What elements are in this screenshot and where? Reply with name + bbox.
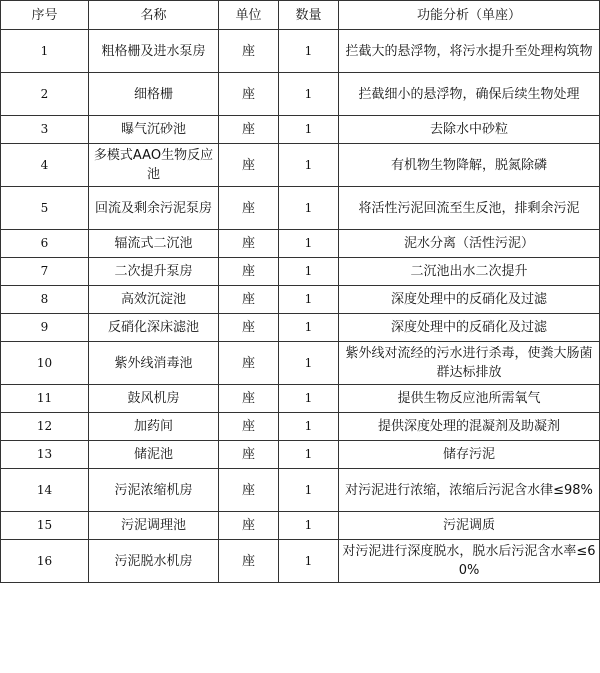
cell-quantity: 1 (279, 413, 339, 441)
cell-function: 紫外线对流经的污水进行杀毒，使粪大肠菌群达标排放 (339, 342, 600, 385)
cell-quantity: 1 (279, 286, 339, 314)
cell-quantity: 1 (279, 73, 339, 116)
cell-quantity: 1 (279, 385, 339, 413)
cell-index: 16 (1, 540, 89, 583)
table-row (1, 144, 600, 187)
cell-name: 污泥浓缩机房 (89, 469, 219, 512)
cell-quantity: 1 (279, 540, 339, 583)
table-row (1, 512, 600, 540)
table-row (1, 413, 600, 441)
cell-unit: 座 (219, 385, 279, 413)
cell-index: 12 (1, 413, 89, 441)
cell-function: 将活性污泥回流至生反池，排剩余污泥 (339, 187, 600, 230)
cell-quantity: 1 (279, 441, 339, 469)
cell-name: 污泥调理池 (89, 512, 219, 540)
cell-function: 对污泥进行浓缩，浓缩后污泥含水律≤98% (339, 469, 600, 512)
cell-function: 对污泥进行深度脱水，脱水后污泥含水率≤60% (339, 540, 600, 583)
cell-name: 粗格栅及进水泵房 (89, 30, 219, 73)
table-row (1, 258, 600, 286)
cell-index: 10 (1, 342, 89, 385)
header-index: 序号 (1, 1, 89, 30)
cell-name: 高效沉淀池 (89, 286, 219, 314)
cell-function: 泥水分离（活性污泥） (339, 230, 600, 258)
cell-unit: 座 (219, 144, 279, 187)
cell-name: 污泥脱水机房 (89, 540, 219, 583)
cell-index: 4 (1, 144, 89, 187)
cell-function: 储存污泥 (339, 441, 600, 469)
cell-function: 二沉池出水二次提升 (339, 258, 600, 286)
header-name: 名称 (89, 1, 219, 30)
cell-name: 二次提升泵房 (89, 258, 219, 286)
cell-unit: 座 (219, 540, 279, 583)
table-row (1, 342, 600, 385)
cell-quantity: 1 (279, 342, 339, 385)
cell-quantity: 1 (279, 469, 339, 512)
cell-name: 储泥池 (89, 441, 219, 469)
cell-index: 8 (1, 286, 89, 314)
cell-unit: 座 (219, 512, 279, 540)
cell-index: 15 (1, 512, 89, 540)
cell-function: 拦截细小的悬浮物，确保后续生物处理 (339, 73, 600, 116)
cell-index: 11 (1, 385, 89, 413)
header-row (1, 1, 600, 30)
cell-name: 反硝化深床滤池 (89, 314, 219, 342)
cell-function: 有机物生物降解，脱氮除磷 (339, 144, 600, 187)
cell-unit: 座 (219, 441, 279, 469)
cell-unit: 座 (219, 30, 279, 73)
cell-index: 6 (1, 230, 89, 258)
cell-index: 3 (1, 116, 89, 144)
table-row (1, 314, 600, 342)
table-row (1, 469, 600, 512)
cell-function: 污泥调质 (339, 512, 600, 540)
cell-quantity: 1 (279, 187, 339, 230)
table-row (1, 540, 600, 583)
cell-index: 5 (1, 187, 89, 230)
cell-quantity: 1 (279, 314, 339, 342)
cell-unit: 座 (219, 258, 279, 286)
cell-index: 14 (1, 469, 89, 512)
cell-unit: 座 (219, 116, 279, 144)
cell-name: 加药间 (89, 413, 219, 441)
cell-name: 曝气沉砂池 (89, 116, 219, 144)
cell-unit: 座 (219, 286, 279, 314)
cell-function: 拦截大的悬浮物，将污水提升至处理构筑物 (339, 30, 600, 73)
cell-index: 7 (1, 258, 89, 286)
cell-name: 鼓风机房 (89, 385, 219, 413)
cell-name: 细格栅 (89, 73, 219, 116)
cell-unit: 座 (219, 469, 279, 512)
cell-name: 紫外线消毒池 (89, 342, 219, 385)
table-row (1, 441, 600, 469)
cell-index: 1 (1, 30, 89, 73)
table-row (1, 30, 600, 73)
cell-function: 深度处理中的反硝化及过滤 (339, 286, 600, 314)
header-unit: 单位 (219, 1, 279, 30)
table-row (1, 230, 600, 258)
cell-unit: 座 (219, 314, 279, 342)
cell-quantity: 1 (279, 30, 339, 73)
table-row (1, 286, 600, 314)
cell-index: 9 (1, 314, 89, 342)
cell-quantity: 1 (279, 512, 339, 540)
cell-unit: 座 (219, 73, 279, 116)
cell-name: 多模式AAO生物反应池 (89, 144, 219, 187)
cell-quantity: 1 (279, 116, 339, 144)
cell-unit: 座 (219, 342, 279, 385)
header-function: 功能分析（单座） (339, 1, 600, 30)
cell-index: 13 (1, 441, 89, 469)
table-row (1, 73, 600, 116)
table-row (1, 116, 600, 144)
cell-index: 2 (1, 73, 89, 116)
cell-function: 去除水中砂粒 (339, 116, 600, 144)
cell-function: 提供生物反应池所需氧气 (339, 385, 600, 413)
cell-unit: 座 (219, 187, 279, 230)
cell-unit: 座 (219, 413, 279, 441)
cell-quantity: 1 (279, 144, 339, 187)
table-row (1, 187, 600, 230)
table-row (1, 385, 600, 413)
cell-function: 深度处理中的反硝化及过滤 (339, 314, 600, 342)
cell-function: 提供深度处理的混凝剂及助凝剂 (339, 413, 600, 441)
header-quantity: 数量 (279, 1, 339, 30)
cell-unit: 座 (219, 230, 279, 258)
cell-name: 辐流式二沉池 (89, 230, 219, 258)
cell-name: 回流及剩余污泥泵房 (89, 187, 219, 230)
cell-quantity: 1 (279, 230, 339, 258)
cell-quantity: 1 (279, 258, 339, 286)
